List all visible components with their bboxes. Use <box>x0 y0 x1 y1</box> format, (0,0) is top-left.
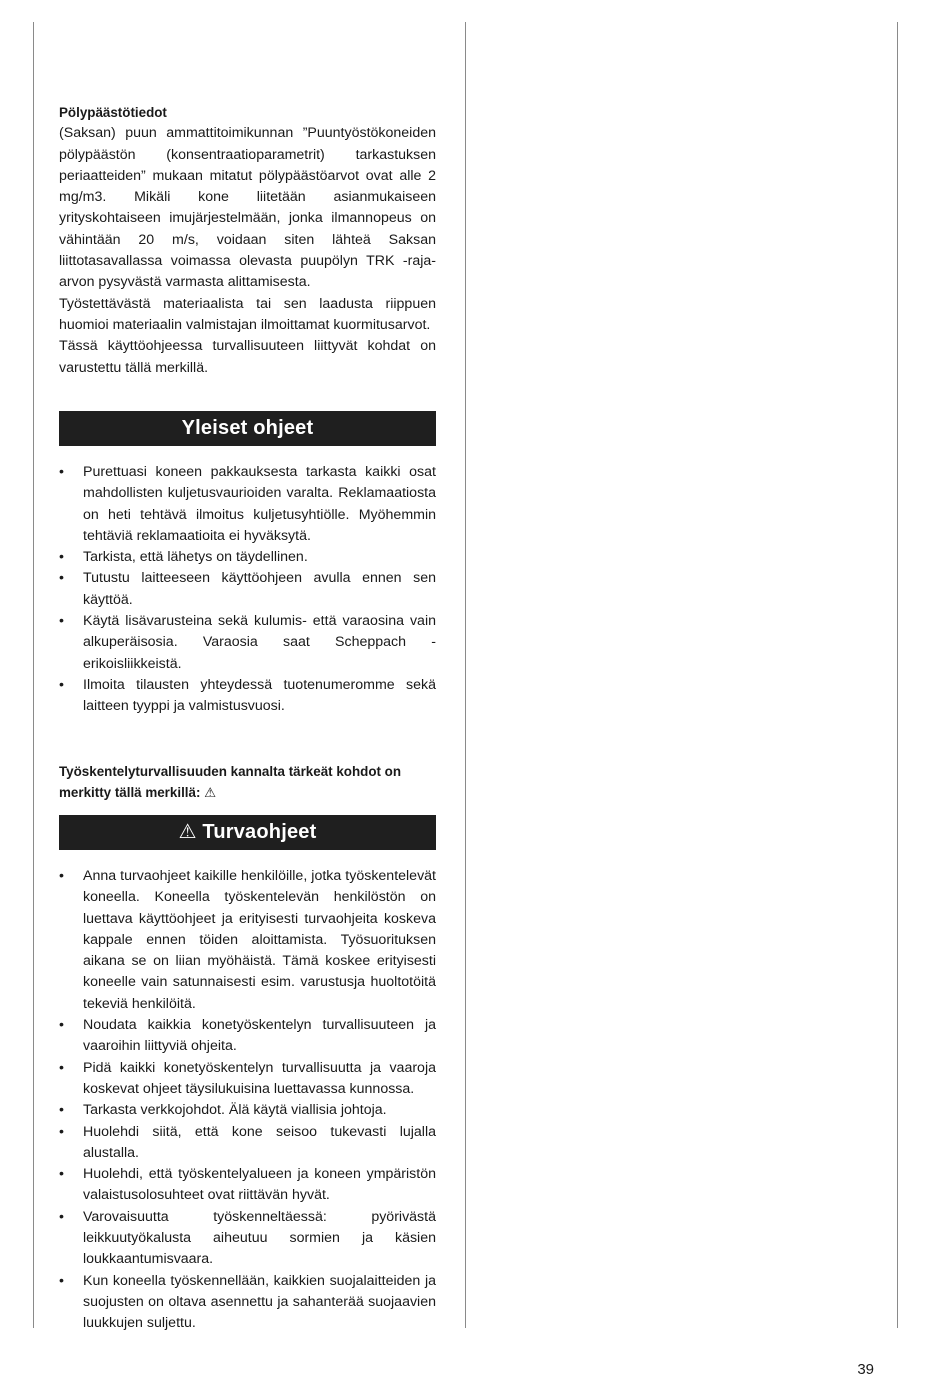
column-rule-middle <box>465 22 466 1328</box>
list-item: • Purettuasi koneen pakkauksesta tarkasta kaikki osat mahdollisten kuljetusvaurioiden varalta. Reklamaatiosta on heti tehtävä ilmoitus kuljetusyhtiölle. Myöhemmin tehtäviä reklamaatioita ei hyväksytä. <box>59 462 436 547</box>
dust-paragraph-1: (Saksan) puun ammattitoimikunnan ”Puuntyöstökoneiden pölypäästön (konsentraatioparametrit) tarkastuksen periaatteiden” mukaan mitatut pölypäästöarvot ovat alle 2 mg/m3. Mikäli kone liitetään asianmukaiseen yrityskohtaiseen imujärjestelmään, jonka ilmannopeus on vähintään 20 m/s, voidaan siten lähteä Saksan liittotasavallassa voimassa olevasta puupölyn TRK -raja-arvon pysyvästä varmasta alittamisesta. <box>59 125 436 291</box>
list-item: • Varovaisuutta työskenneltäessä: pyörivästä leikkuutyökalusta aiheutuu sormien ja käsien loukkaantumisvaara. <box>59 1207 436 1271</box>
safety-note <box>59 761 436 804</box>
safety-list <box>59 866 436 1335</box>
list-item: • Käytä lisävarusteina sekä kulumis- että varaosina vain alkuperäisosia. Varaosia saat Scheppach -erikoisliikkeistä. <box>59 611 436 675</box>
dust-section <box>59 102 436 379</box>
dust-paragraph-3: Tässä käyttöohjeessa turvallisuuteen liittyvät kohdat on varustettu tällä merkillä. <box>59 338 436 376</box>
general-title-bar <box>59 411 436 446</box>
general-title: Yleiset ohjeet <box>181 417 314 439</box>
page-number: 39 <box>857 1361 874 1378</box>
safety-note-text <box>59 761 436 804</box>
safety-title: Turvaohjeet <box>202 821 317 843</box>
list-item: • Anna turvaohjeet kaikille henkilöille, jotka työskentelevät koneella. Koneella työskentelevän henkilöstön on luettava käyttöohjeet ja erityisesti turvaohjeita koskeva kappale ennen töiden aloittamista. Työsuorituksen aikana se on liian myöhäistä. Tämä koskee erityisesti koneelle vain satunnaisesti esim. varustusja huoltotöitä tekeviä henkilöitä. <box>59 866 436 1015</box>
list-item: • Ilmoita tilausten yhteydessä tuotenumeromme sekä laitteen tyyppi ja valmistusvuosi. <box>59 675 436 718</box>
general-list <box>59 462 436 718</box>
list-item: • Kun koneella työskennellään, kaikkien suojalaitteiden ja suojusten on oltava asennettu ja sahanterää suojaavien luukkujen suljettu. <box>59 1271 436 1335</box>
list-item: • Pidä kaikki konetyöskentelyn turvallisuutta ja vaaroja koskevat ohjeet täysilukuisina luettavassa kunnossa. <box>59 1058 436 1101</box>
column-rule-left <box>33 22 34 1328</box>
dust-paragraph-2: Työstettävästä materiaalista tai sen laadusta riippuen huomioi materiaalin valmistajan ilmoittamat kuormitusarvot. <box>59 295 436 333</box>
list-item: • Tarkasta verkkojohdot. Älä käytä viallisia johtoja. <box>59 1100 436 1121</box>
safety-title-bar <box>59 815 436 850</box>
dust-heading: Pölypäästötiedot <box>59 105 167 120</box>
safety-note-label: Työskentelyturvallisuuden kannalta tärkeät kohdot on merkitty tällä merkillä: <box>59 764 402 801</box>
list-item: • Tutustu laitteeseen käyttöohjeen avulla ennen sen käyttöä. <box>59 568 436 611</box>
list-item: • Huolehdi siitä, että kone seisoo tukevasti lujalla alustalla. <box>59 1122 436 1165</box>
list-item: • Huolehdi, että työskentelyalueen ja koneen ympäristön valaistusolosuhteet ovat riittävän hyvät. <box>59 1164 436 1207</box>
list-item: • Noudata kaikkia konetyöskentelyn turvallisuuteen ja vaaroihin liittyviä ohjeita. <box>59 1015 436 1058</box>
general-section <box>59 411 436 718</box>
warning-icon: ⚠ <box>178 821 197 843</box>
warning-icon: ⚠ <box>204 785 217 801</box>
list-item: • Tarkista, että lähetys on täydellinen. <box>59 547 436 568</box>
column-rule-right <box>897 22 898 1328</box>
safety-section <box>59 815 436 1335</box>
